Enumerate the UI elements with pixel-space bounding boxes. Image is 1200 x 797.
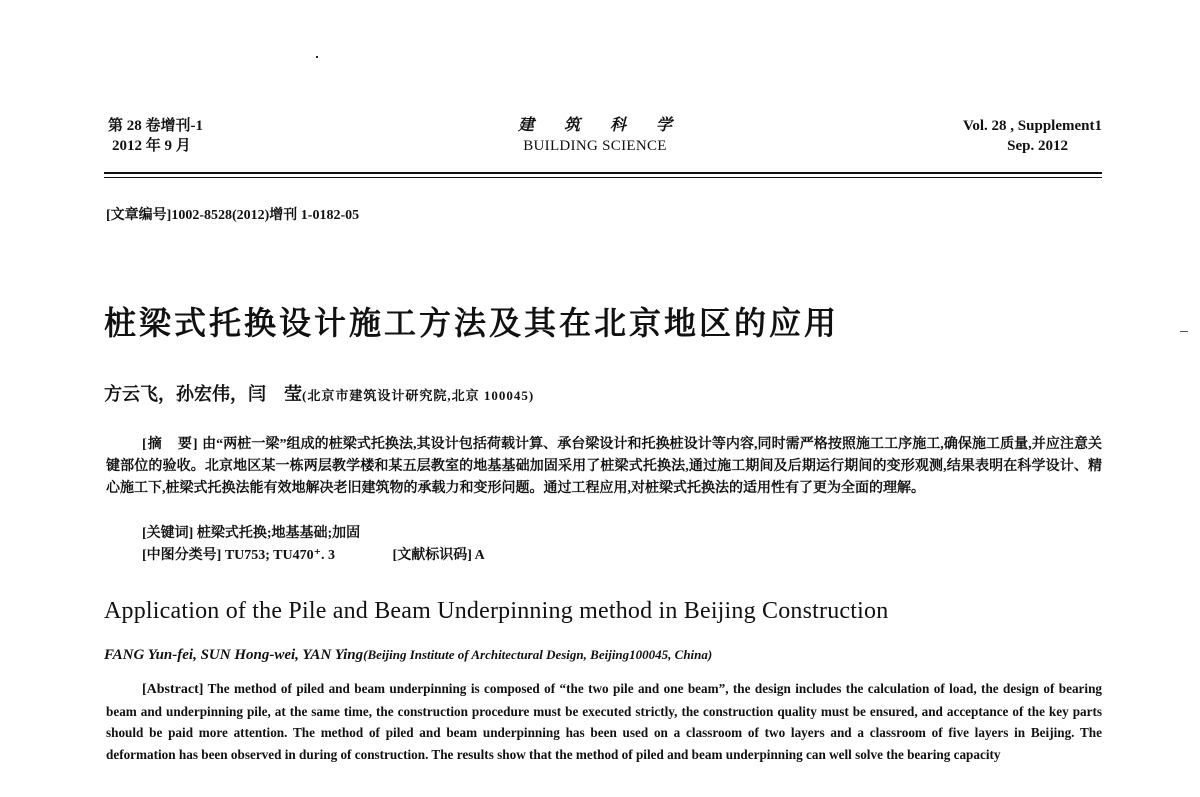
abstract-en <box>106 678 1102 766</box>
affiliation-cn: (北京市建筑设计研究院,北京 100045) <box>302 388 535 403</box>
classification <box>142 544 485 564</box>
keywords-text: 桩梁式托换;地基基础;加固 <box>196 526 361 541</box>
clc-label: [中图分类号] <box>142 548 222 563</box>
authors-cn <box>104 380 534 406</box>
affiliation-en: (Beijing Institute of Architectural Design, Beijing100045, China) <box>363 647 713 662</box>
abstract-en-text: The method of piled and beam underpinning is composed of “the two pile and one beam”, the design includes the calculation of load, the design of bearing beam and underpinning pile, at the same time, the construction procedure must be executed strictly, the construction quality must be ensured, and acceptance of the key parts should be paid more attention. The method of piled and beam underpinning has been used on a classroom of two layers and a classroom of five layers in Beijing. The deformation has been observed in during of construction. The results show that the method of piled and beam underpinning can well solve the bearing capacity <box>106 681 1102 763</box>
volume-supplement-en: Vol. 28 , Supplement1 <box>962 118 1102 134</box>
header-rule-thin <box>104 177 1102 178</box>
doc-id-label: [文献标识码] <box>392 548 472 563</box>
abstract-cn-text: 由“两桩一梁”组成的桩梁式托换法,其设计包括荷载计算、承台梁设计和托换桩设计等内容,同时需严格按照施工工序施工,确保施工质量,并应注意关键部位的验收。北京地区某一栋两层教学楼和某五层教室的地基基础加固采用了桩梁式托换法,通过施工期间及后期运行期间的变形观测,结果表明在科学设计、精心施工下,桩梁式托换法能有效地解决老旧建筑物的承载力和变形问题。通过工程应用,对桩梁式托换法的适用性有了更为全面的理解。 <box>106 437 1103 496</box>
author-names-en: FANG Yun-fei, SUN Hong-wei, YAN Ying <box>104 647 364 663</box>
header-rule-thick <box>104 172 1102 174</box>
journal-name-en: BUILDING SCIENCE <box>523 138 667 154</box>
journal-name-cn: 建筑科学 <box>517 117 702 134</box>
keywords <box>142 522 360 542</box>
paper-title-en: Application of the Pile and Beam Underpinning method in Beijing Construction <box>104 598 889 624</box>
scan-speck <box>316 56 318 58</box>
publication-date-en: Sep. 2012 <box>1007 138 1068 154</box>
article-number: [文章编号]1002-8528(2012)增刊 1-0182-05 <box>106 208 360 223</box>
scan-mark <box>1180 331 1188 332</box>
keywords-label: [关键词] <box>142 526 194 541</box>
abstract-cn <box>106 434 1102 500</box>
authors-en <box>104 647 712 664</box>
author-names-cn: 方云飞，孙宏伟，闫 莹 <box>104 384 302 404</box>
paper-title-cn: 桩梁式托换设计施工方法及其在北京地区的应用 <box>104 304 840 342</box>
journal-volume-info <box>108 116 203 156</box>
journal-name <box>460 116 730 156</box>
abstract-cn-label: [摘 要] <box>142 437 199 452</box>
doc-id-code: A <box>474 548 485 563</box>
abstract-en-label: [Abstract] <box>142 682 204 697</box>
publication-date-cn: 2012 年 9 月 <box>112 138 191 154</box>
volume-issue: 第 28 卷增刊-1 <box>108 118 203 134</box>
clc-code: TU753; TU470⁺. 3 <box>224 548 336 563</box>
journal-volume-en <box>963 116 1102 156</box>
